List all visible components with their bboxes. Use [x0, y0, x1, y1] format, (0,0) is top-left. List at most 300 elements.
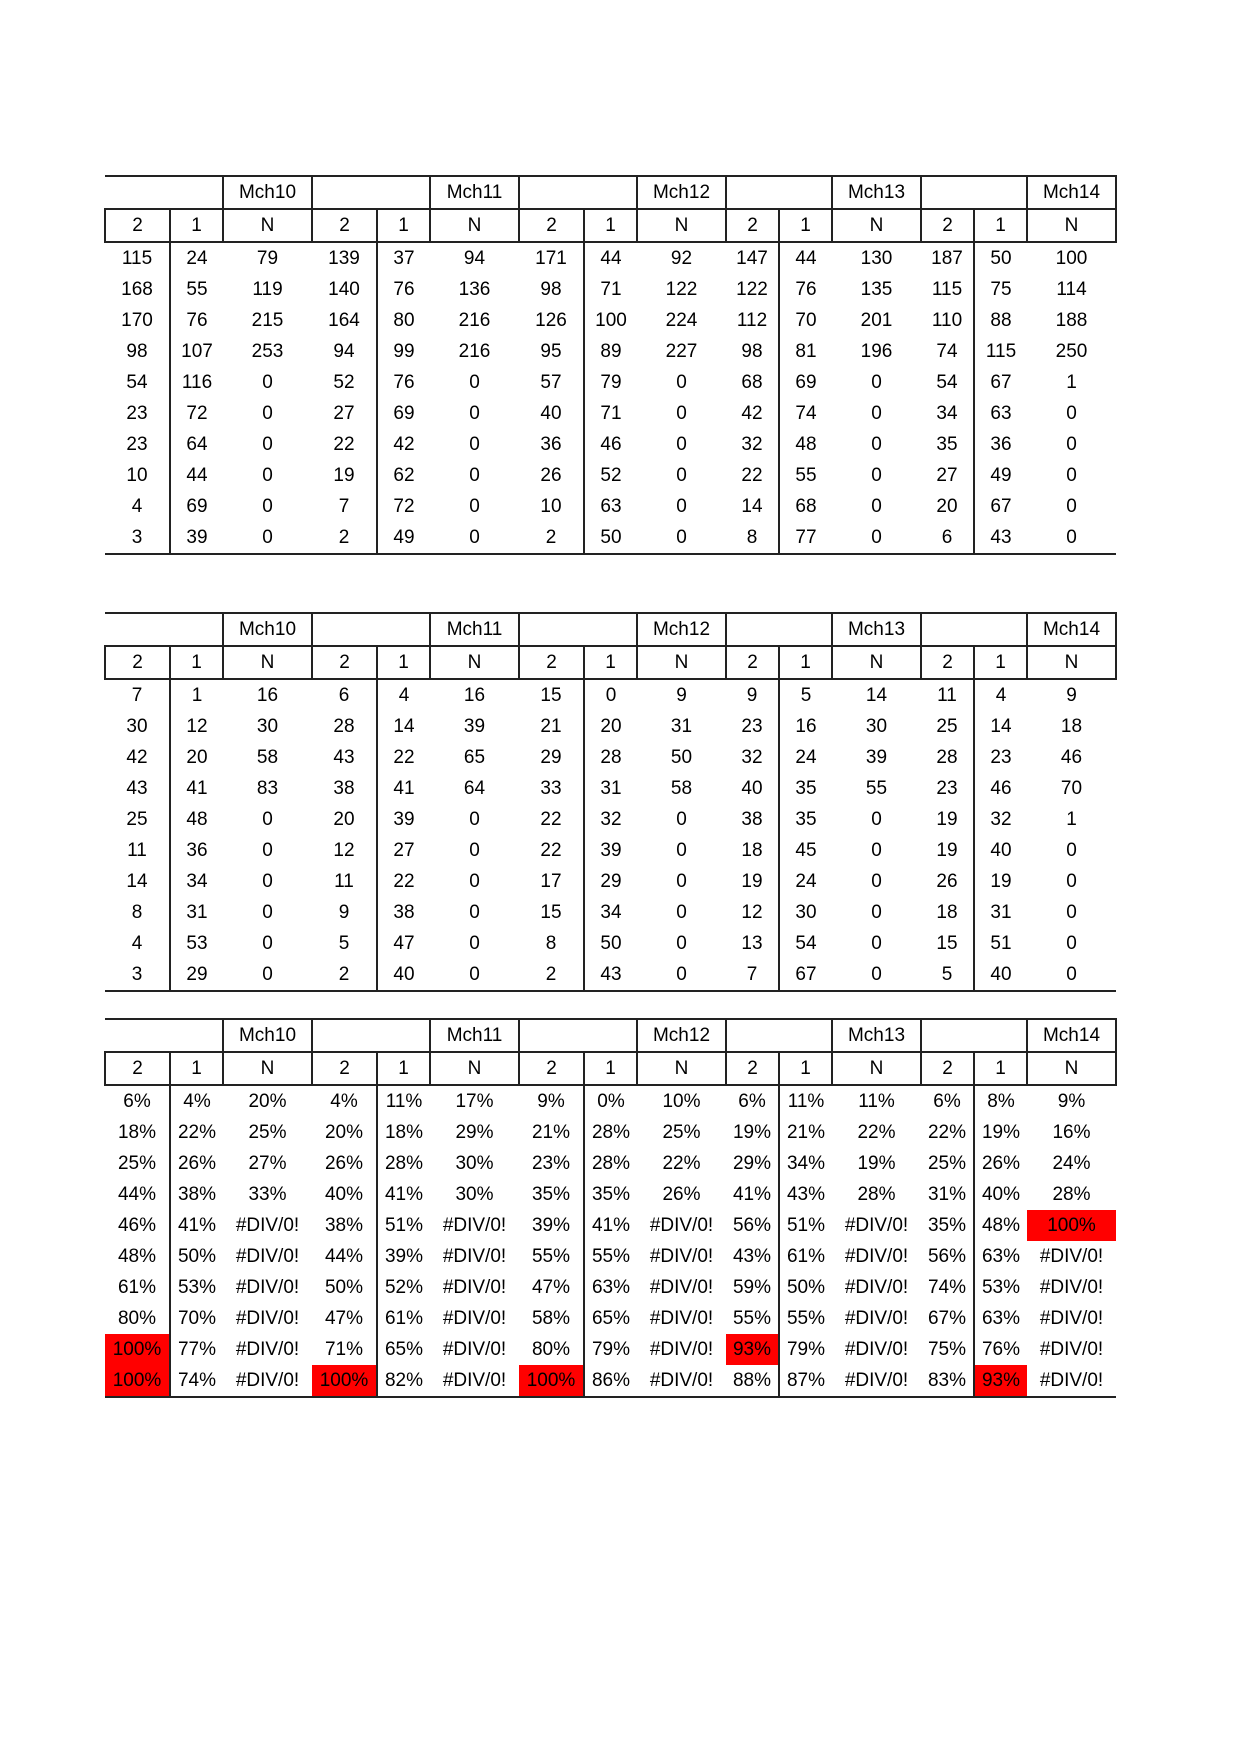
- table-cell[interactable]: 17: [540, 871, 562, 892]
- table-cell[interactable]: #DIV/0!: [442, 1215, 507, 1236]
- table-cell[interactable]: 94: [333, 341, 355, 362]
- table-cell[interactable]: 55: [865, 778, 888, 799]
- table-cell[interactable]: 115: [121, 248, 153, 269]
- table-cell[interactable]: 43%: [779, 1179, 832, 1210]
- table-cell[interactable]: 48%: [117, 1246, 157, 1267]
- table-cell[interactable]: 0: [676, 496, 687, 517]
- table-cell[interactable]: 50%: [324, 1277, 364, 1298]
- table-cell[interactable]: 23: [126, 434, 148, 455]
- table-cell[interactable]: #DIV/0!: [844, 1339, 909, 1360]
- table-cell[interactable]: 27: [333, 403, 355, 424]
- table-cell[interactable]: 79%: [779, 1334, 832, 1365]
- table-cell[interactable]: 65: [463, 747, 486, 768]
- table-cell[interactable]: 10: [540, 496, 562, 517]
- table-cell[interactable]: 59%: [732, 1277, 772, 1298]
- table-cell[interactable]: 39: [170, 522, 223, 554]
- table-cell[interactable]: 52: [584, 460, 637, 491]
- table-cell[interactable]: 28%: [377, 1148, 430, 1179]
- table-cell[interactable]: 81: [779, 336, 832, 367]
- table-cell[interactable]: 1: [1066, 809, 1077, 830]
- table-cell[interactable]: 83%: [921, 1365, 974, 1397]
- table-cell[interactable]: 171: [535, 248, 567, 269]
- table-cell[interactable]: 62: [377, 460, 430, 491]
- table-cell[interactable]: 44%: [324, 1246, 364, 1267]
- table-cell[interactable]: 5: [779, 679, 832, 711]
- table-cell[interactable]: 99: [377, 336, 430, 367]
- table-cell[interactable]: 9: [746, 685, 758, 706]
- table-cell[interactable]: 6: [921, 522, 974, 554]
- table-cell[interactable]: 6%: [738, 1091, 766, 1112]
- table-cell[interactable]: 25%: [117, 1153, 157, 1174]
- table-cell[interactable]: 26%: [662, 1184, 701, 1205]
- table-cell[interactable]: 130: [860, 248, 893, 269]
- table-cell[interactable]: 0: [469, 902, 480, 923]
- table-cell[interactable]: 0: [262, 809, 273, 830]
- table-cell[interactable]: 55: [170, 274, 223, 305]
- table-cell[interactable]: 47: [377, 928, 430, 959]
- table-cell[interactable]: 0: [469, 871, 480, 892]
- table-cell[interactable]: 20: [170, 742, 223, 773]
- table-cell[interactable]: 0: [1066, 840, 1077, 861]
- table-cell[interactable]: 41%: [584, 1210, 637, 1241]
- table-cell[interactable]: 40%: [974, 1179, 1027, 1210]
- table-cell[interactable]: 19: [974, 866, 1027, 897]
- table-cell[interactable]: 0: [223, 959, 312, 991]
- table-cell[interactable]: 18: [741, 840, 763, 861]
- table-cell[interactable]: 28: [936, 747, 958, 768]
- table-cell[interactable]: 72: [170, 398, 223, 429]
- table-cell[interactable]: 0: [262, 403, 273, 424]
- table-cell[interactable]: 0: [1066, 465, 1077, 486]
- table-cell[interactable]: 30: [256, 716, 279, 737]
- table-cell[interactable]: 48: [779, 429, 832, 460]
- highlighted-cell[interactable]: 100%: [312, 1365, 377, 1397]
- table-cell[interactable]: 69: [779, 367, 832, 398]
- table-cell[interactable]: 216: [458, 341, 491, 362]
- table-cell[interactable]: 0: [676, 840, 687, 861]
- table-cell[interactable]: 26%: [324, 1153, 364, 1174]
- table-cell[interactable]: #DIV/0!: [844, 1246, 909, 1267]
- table-cell[interactable]: 11%: [377, 1085, 430, 1117]
- table-cell[interactable]: 64: [170, 429, 223, 460]
- table-cell[interactable]: 88: [974, 305, 1027, 336]
- table-cell[interactable]: #DIV/0!: [1039, 1246, 1104, 1267]
- table-cell[interactable]: 77%: [170, 1334, 223, 1365]
- table-cell[interactable]: 10%: [662, 1091, 701, 1112]
- table-cell[interactable]: 0: [430, 522, 519, 554]
- table-cell[interactable]: 22%: [857, 1122, 896, 1143]
- table-cell[interactable]: 24: [170, 242, 223, 274]
- table-cell[interactable]: 19: [741, 871, 763, 892]
- table-cell[interactable]: 30: [865, 716, 888, 737]
- highlighted-cell[interactable]: 100%: [1027, 1210, 1116, 1241]
- table-cell[interactable]: 41%: [170, 1210, 223, 1241]
- table-cell[interactable]: 0: [676, 372, 687, 393]
- table-cell[interactable]: 49: [377, 522, 430, 554]
- table-cell[interactable]: 115: [931, 279, 963, 300]
- table-cell[interactable]: 122: [736, 279, 768, 300]
- table-cell[interactable]: 67: [974, 367, 1027, 398]
- table-cell[interactable]: 0: [584, 679, 637, 711]
- table-cell[interactable]: 80%: [531, 1339, 571, 1360]
- table-cell[interactable]: 21%: [531, 1122, 571, 1143]
- table-cell[interactable]: 27: [377, 835, 430, 866]
- table-cell[interactable]: 0: [1066, 496, 1077, 517]
- table-cell[interactable]: 38%: [170, 1179, 223, 1210]
- table-cell[interactable]: 23: [936, 778, 958, 799]
- table-cell[interactable]: #DIV/0!: [430, 1365, 519, 1397]
- table-cell[interactable]: 0: [1066, 902, 1077, 923]
- table-cell[interactable]: 40: [974, 835, 1027, 866]
- table-cell[interactable]: 7: [131, 685, 143, 706]
- table-cell[interactable]: 23: [741, 716, 763, 737]
- table-cell[interactable]: 201: [860, 310, 893, 331]
- table-cell[interactable]: 14: [974, 711, 1027, 742]
- table-cell[interactable]: 0: [871, 496, 882, 517]
- table-cell[interactable]: 22: [540, 809, 562, 830]
- table-cell[interactable]: 0: [469, 434, 480, 455]
- table-cell[interactable]: 46: [974, 773, 1027, 804]
- table-cell[interactable]: 1: [170, 679, 223, 711]
- table-cell[interactable]: 0: [871, 809, 882, 830]
- table-cell[interactable]: 107: [170, 336, 223, 367]
- table-cell[interactable]: 95: [540, 341, 562, 362]
- table-cell[interactable]: 39%: [531, 1215, 571, 1236]
- table-cell[interactable]: 0: [676, 403, 687, 424]
- table-cell[interactable]: 0: [430, 959, 519, 991]
- table-cell[interactable]: 24: [779, 866, 832, 897]
- table-cell[interactable]: 11: [334, 871, 354, 892]
- table-cell[interactable]: 70: [1060, 778, 1083, 799]
- table-cell[interactable]: 55%: [584, 1241, 637, 1272]
- table-cell[interactable]: 140: [328, 279, 360, 300]
- table-cell[interactable]: 22: [377, 866, 430, 897]
- table-cell[interactable]: 36: [170, 835, 223, 866]
- table-cell[interactable]: 147: [736, 248, 768, 269]
- table-cell[interactable]: 77: [779, 522, 832, 554]
- table-cell[interactable]: 64: [463, 778, 486, 799]
- table-cell[interactable]: 126: [535, 310, 567, 331]
- table-cell[interactable]: 83: [256, 778, 279, 799]
- table-cell[interactable]: 25: [126, 809, 148, 830]
- table-cell[interactable]: 55%: [779, 1303, 832, 1334]
- table-cell[interactable]: 31%: [927, 1184, 967, 1205]
- table-cell[interactable]: 22%: [927, 1122, 967, 1143]
- table-cell[interactable]: 22%: [662, 1153, 701, 1174]
- table-cell[interactable]: 9: [338, 902, 350, 923]
- table-cell[interactable]: 13: [741, 933, 763, 954]
- table-cell[interactable]: 0: [1066, 871, 1077, 892]
- table-cell[interactable]: 44: [584, 242, 637, 274]
- table-cell[interactable]: 23: [974, 742, 1027, 773]
- table-cell[interactable]: 42: [126, 747, 148, 768]
- table-cell[interactable]: 39: [865, 747, 888, 768]
- table-cell[interactable]: 79: [584, 367, 637, 398]
- table-cell[interactable]: 0: [637, 959, 726, 991]
- table-cell[interactable]: 14: [865, 685, 888, 706]
- table-cell[interactable]: 29: [584, 866, 637, 897]
- table-cell[interactable]: 55%: [732, 1308, 772, 1329]
- table-cell[interactable]: 8: [131, 902, 143, 923]
- table-cell[interactable]: #DIV/0!: [235, 1339, 300, 1360]
- table-cell[interactable]: 24: [779, 742, 832, 773]
- highlighted-cell[interactable]: 93%: [974, 1365, 1027, 1397]
- table-cell[interactable]: 188: [1055, 310, 1088, 331]
- table-cell[interactable]: 0: [676, 465, 687, 486]
- table-cell[interactable]: 71: [584, 398, 637, 429]
- table-cell[interactable]: #DIV/0!: [649, 1277, 714, 1298]
- table-cell[interactable]: 28%: [584, 1148, 637, 1179]
- table-cell[interactable]: 14: [741, 496, 763, 517]
- table-cell[interactable]: 0: [871, 434, 882, 455]
- table-cell[interactable]: 35%: [927, 1215, 967, 1236]
- table-cell[interactable]: 50%: [779, 1272, 832, 1303]
- table-cell[interactable]: 35: [779, 804, 832, 835]
- table-cell[interactable]: 18%: [377, 1117, 430, 1148]
- table-cell[interactable]: 29%: [732, 1153, 772, 1174]
- table-cell[interactable]: 11: [937, 685, 957, 706]
- table-cell[interactable]: 57: [540, 372, 562, 393]
- table-cell[interactable]: 76: [779, 274, 832, 305]
- table-cell[interactable]: 0: [262, 372, 273, 393]
- table-cell[interactable]: #DIV/0!: [649, 1339, 714, 1360]
- table-cell[interactable]: 82%: [377, 1365, 430, 1397]
- table-cell[interactable]: 70%: [170, 1303, 223, 1334]
- table-cell[interactable]: 34: [584, 897, 637, 928]
- table-cell[interactable]: 58: [256, 747, 279, 768]
- table-cell[interactable]: 34%: [779, 1148, 832, 1179]
- table-cell[interactable]: 25%: [662, 1122, 701, 1143]
- table-cell[interactable]: 69: [377, 398, 430, 429]
- table-cell[interactable]: 18: [1060, 716, 1083, 737]
- table-cell[interactable]: 76: [170, 305, 223, 336]
- table-cell[interactable]: 22%: [170, 1117, 223, 1148]
- table-cell[interactable]: 0: [871, 465, 882, 486]
- table-cell[interactable]: 0: [871, 933, 882, 954]
- table-cell[interactable]: 31: [974, 897, 1027, 928]
- table-cell[interactable]: 168: [121, 279, 153, 300]
- table-cell[interactable]: 31: [670, 716, 693, 737]
- table-cell[interactable]: 43: [584, 959, 637, 991]
- table-cell[interactable]: 6%: [123, 1091, 151, 1112]
- table-cell[interactable]: 196: [860, 341, 893, 362]
- table-cell[interactable]: 28%: [1052, 1184, 1091, 1205]
- table-cell[interactable]: 30: [779, 897, 832, 928]
- table-cell[interactable]: 53%: [170, 1272, 223, 1303]
- table-cell[interactable]: 9%: [537, 1091, 565, 1112]
- table-cell[interactable]: 6: [338, 685, 350, 706]
- table-cell[interactable]: #DIV/0!: [235, 1308, 300, 1329]
- table-cell[interactable]: 20%: [248, 1091, 287, 1112]
- table-cell[interactable]: 26: [540, 465, 562, 486]
- table-cell[interactable]: 216: [458, 310, 491, 331]
- table-cell[interactable]: 48%: [974, 1210, 1027, 1241]
- table-cell[interactable]: #DIV/0!: [442, 1246, 507, 1267]
- table-cell[interactable]: 63: [584, 491, 637, 522]
- table-cell[interactable]: 76: [377, 274, 430, 305]
- table-cell[interactable]: 18: [936, 902, 958, 923]
- table-cell[interactable]: 37: [377, 242, 430, 274]
- table-cell[interactable]: 75: [974, 274, 1027, 305]
- highlighted-cell[interactable]: 100%: [105, 1365, 170, 1397]
- table-cell[interactable]: 40: [377, 959, 430, 991]
- table-cell[interactable]: 74%: [927, 1277, 967, 1298]
- table-cell[interactable]: 50: [670, 747, 693, 768]
- table-cell[interactable]: 56%: [732, 1215, 772, 1236]
- table-cell[interactable]: 10: [126, 465, 148, 486]
- table-cell[interactable]: 7: [726, 959, 779, 991]
- table-cell[interactable]: 63%: [974, 1241, 1027, 1272]
- table-cell[interactable]: 79: [256, 248, 279, 269]
- table-cell[interactable]: 12: [333, 840, 355, 861]
- table-cell[interactable]: 0: [832, 522, 921, 554]
- table-cell[interactable]: 32: [741, 434, 763, 455]
- table-cell[interactable]: 5: [921, 959, 974, 991]
- table-cell[interactable]: 136: [458, 279, 491, 300]
- table-cell[interactable]: 30: [126, 716, 148, 737]
- table-cell[interactable]: 8%: [974, 1085, 1027, 1117]
- table-cell[interactable]: 0: [223, 522, 312, 554]
- table-cell[interactable]: 41%: [732, 1184, 772, 1205]
- table-cell[interactable]: 8: [545, 933, 557, 954]
- table-cell[interactable]: #DIV/0!: [637, 1365, 726, 1397]
- table-cell[interactable]: 74: [936, 341, 958, 362]
- table-cell[interactable]: 114: [1056, 279, 1087, 300]
- table-cell[interactable]: 0: [1066, 403, 1077, 424]
- table-cell[interactable]: 1: [1066, 372, 1077, 393]
- table-cell[interactable]: 40%: [324, 1184, 364, 1205]
- table-cell[interactable]: 65%: [377, 1334, 430, 1365]
- table-cell[interactable]: 50: [974, 242, 1027, 274]
- table-cell[interactable]: 100: [584, 305, 637, 336]
- table-cell[interactable]: 16: [779, 711, 832, 742]
- table-cell[interactable]: 29: [540, 747, 562, 768]
- table-cell[interactable]: 35: [936, 434, 958, 455]
- table-cell[interactable]: 35: [779, 773, 832, 804]
- table-cell[interactable]: 0: [262, 902, 273, 923]
- table-cell[interactable]: 40: [540, 403, 562, 424]
- table-cell[interactable]: 24%: [1052, 1153, 1091, 1174]
- table-cell[interactable]: 14: [377, 711, 430, 742]
- table-cell[interactable]: #DIV/0!: [1027, 1365, 1116, 1397]
- table-cell[interactable]: 135: [860, 279, 893, 300]
- table-cell[interactable]: 29: [170, 959, 223, 991]
- table-cell[interactable]: 49: [974, 460, 1027, 491]
- table-cell[interactable]: 63: [974, 398, 1027, 429]
- table-cell[interactable]: 58%: [531, 1308, 571, 1329]
- table-cell[interactable]: 75%: [927, 1339, 967, 1360]
- table-cell[interactable]: 0: [262, 933, 273, 954]
- table-cell[interactable]: 89: [584, 336, 637, 367]
- table-cell[interactable]: 0: [1027, 522, 1116, 554]
- table-cell[interactable]: 47%: [324, 1308, 364, 1329]
- table-cell[interactable]: 7: [338, 496, 350, 517]
- table-cell[interactable]: #DIV/0!: [1039, 1308, 1104, 1329]
- table-cell[interactable]: 23: [126, 403, 148, 424]
- table-cell[interactable]: 43%: [732, 1246, 772, 1267]
- table-cell[interactable]: 2: [519, 959, 584, 991]
- table-cell[interactable]: 50%: [170, 1241, 223, 1272]
- table-cell[interactable]: 46%: [117, 1215, 157, 1236]
- table-cell[interactable]: 76: [377, 367, 430, 398]
- table-cell[interactable]: 0: [871, 372, 882, 393]
- table-cell[interactable]: 20: [584, 711, 637, 742]
- table-cell[interactable]: 227: [665, 341, 698, 362]
- table-cell[interactable]: 39%: [377, 1241, 430, 1272]
- table-cell[interactable]: 42: [741, 403, 763, 424]
- table-cell[interactable]: 32: [584, 804, 637, 835]
- table-cell[interactable]: 115: [974, 336, 1027, 367]
- table-cell[interactable]: 58: [670, 778, 693, 799]
- table-cell[interactable]: 31: [584, 773, 637, 804]
- table-cell[interactable]: 52%: [377, 1272, 430, 1303]
- table-cell[interactable]: #DIV/0!: [649, 1215, 714, 1236]
- table-cell[interactable]: 19%: [857, 1153, 896, 1174]
- table-cell[interactable]: 20: [333, 809, 355, 830]
- table-cell[interactable]: 46: [1060, 747, 1083, 768]
- table-cell[interactable]: 51: [974, 928, 1027, 959]
- table-cell[interactable]: 98: [741, 341, 763, 362]
- table-cell[interactable]: #DIV/0!: [442, 1277, 507, 1298]
- table-cell[interactable]: 18%: [117, 1122, 157, 1143]
- table-cell[interactable]: 55%: [531, 1246, 571, 1267]
- table-cell[interactable]: 17%: [455, 1091, 494, 1112]
- table-cell[interactable]: 61%: [779, 1241, 832, 1272]
- table-cell[interactable]: 0: [871, 871, 882, 892]
- table-cell[interactable]: 76%: [974, 1334, 1027, 1365]
- table-cell[interactable]: 33: [540, 778, 562, 799]
- table-cell[interactable]: 110: [931, 310, 963, 331]
- table-cell[interactable]: 0: [676, 933, 687, 954]
- table-cell[interactable]: 28%: [857, 1184, 896, 1205]
- table-cell[interactable]: 34: [170, 866, 223, 897]
- table-cell[interactable]: 44: [170, 460, 223, 491]
- table-cell[interactable]: 41: [377, 773, 430, 804]
- table-cell[interactable]: 12: [741, 902, 763, 923]
- table-cell[interactable]: 2: [312, 522, 377, 554]
- table-cell[interactable]: 54: [126, 372, 148, 393]
- table-cell[interactable]: 47%: [531, 1277, 571, 1298]
- table-cell[interactable]: 69: [170, 491, 223, 522]
- table-cell[interactable]: 2: [312, 959, 377, 991]
- table-cell[interactable]: 80: [377, 305, 430, 336]
- table-cell[interactable]: 0: [469, 809, 480, 830]
- table-cell[interactable]: 26: [936, 871, 958, 892]
- table-cell[interactable]: 94: [463, 248, 486, 269]
- table-cell[interactable]: 41%: [377, 1179, 430, 1210]
- table-cell[interactable]: 98: [126, 341, 148, 362]
- table-cell[interactable]: 5: [338, 933, 350, 954]
- table-cell[interactable]: 52: [333, 372, 355, 393]
- table-cell[interactable]: 30%: [455, 1184, 494, 1205]
- table-cell[interactable]: 36: [540, 434, 562, 455]
- table-cell[interactable]: 68: [741, 372, 763, 393]
- table-cell[interactable]: 21: [540, 716, 562, 737]
- table-cell[interactable]: 15: [540, 902, 562, 923]
- table-cell[interactable]: 187: [931, 248, 963, 269]
- table-cell[interactable]: #DIV/0!: [649, 1308, 714, 1329]
- table-cell[interactable]: 27: [936, 465, 958, 486]
- table-cell[interactable]: 19: [333, 465, 355, 486]
- table-cell[interactable]: 35%: [584, 1179, 637, 1210]
- table-cell[interactable]: #DIV/0!: [844, 1308, 909, 1329]
- table-cell[interactable]: 0%: [584, 1085, 637, 1117]
- table-cell[interactable]: 4%: [170, 1085, 223, 1117]
- table-cell[interactable]: 9%: [1057, 1091, 1086, 1112]
- table-cell[interactable]: 19%: [732, 1122, 772, 1143]
- table-cell[interactable]: 9: [1066, 685, 1077, 706]
- table-cell[interactable]: 3: [105, 959, 170, 991]
